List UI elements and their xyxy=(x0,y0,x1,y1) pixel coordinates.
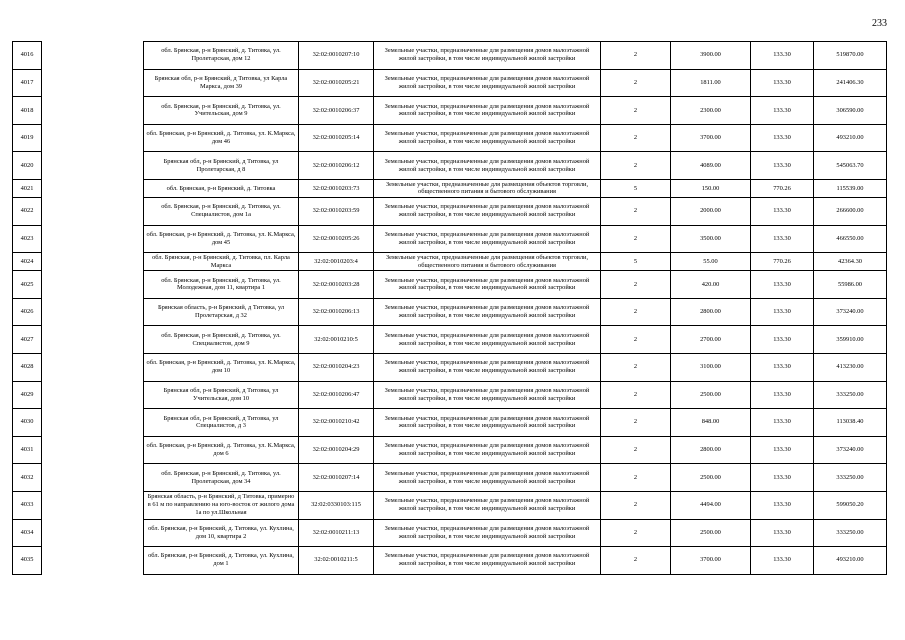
cadastral-number-cell: 32:02:0010206:37 xyxy=(299,97,374,125)
area-cell: 3100.00 xyxy=(671,353,751,381)
land-use-cell: Земельные участки, предназначенные для размещения домов малоэтажной жилой застройки, в том числе индивидуальной жилой застройки xyxy=(374,519,601,547)
cadastral-value-cell: 333250.00 xyxy=(814,519,887,547)
land-use-cell: Земельные участки, предназначенные для размещения объектов торговли, общественного питания и бытового обслуживания xyxy=(374,179,601,197)
land-use-cell: Земельные участки, предназначенные для размещения домов малоэтажной жилой застройки, в том числе индивидуальной жилой застройки xyxy=(374,124,601,152)
land-use-cell: Земельные участки, предназначенные для размещения домов малоэтажной жилой застройки, в том числе индивидуальной жилой застройки xyxy=(374,547,601,575)
blank-cell xyxy=(42,326,144,354)
area-cell: 2700.00 xyxy=(671,326,751,354)
cadastral-value-cell: 413230.00 xyxy=(814,353,887,381)
cadastral-value-cell: 266600.00 xyxy=(814,197,887,225)
land-use-cell: Земельные участки, предназначенные для размещения домов малоэтажной жилой застройки, в том числе индивидуальной жилой застройки xyxy=(374,326,601,354)
table-row xyxy=(13,124,887,152)
area-cell: 2800.00 xyxy=(671,298,751,326)
specific-value-cell: 133.30 xyxy=(751,124,814,152)
row-number-cell: 4034 xyxy=(13,519,42,547)
land-use-cell: Земельные участки, предназначенные для размещения домов малоэтажной жилой застройки, в том числе индивидуальной жилой застройки xyxy=(374,225,601,253)
blank-cell xyxy=(42,491,144,519)
land-use-cell: Земельные участки, предназначенные для размещения домов малоэтажной жилой застройки, в том числе индивидуальной жилой застройки xyxy=(374,381,601,409)
address-cell: обл. Брянская, р-н Брянский, д. Титовка, ул. К.Маркса, дом 6 xyxy=(144,436,299,464)
blank-cell xyxy=(42,42,144,70)
land-use-cell: Земельные участки, предназначенные для размещения домов малоэтажной жилой застройки, в том числе индивидуальной жилой застройки xyxy=(374,491,601,519)
specific-value-cell: 133.30 xyxy=(751,326,814,354)
blank-cell xyxy=(42,97,144,125)
row-number-cell: 4024 xyxy=(13,253,42,271)
cadastral-value-cell: 373240.00 xyxy=(814,436,887,464)
land-use-cell: Земельные участки, предназначенные для размещения домов малоэтажной жилой застройки, в том числе индивидуальной жилой застройки xyxy=(374,409,601,437)
specific-value-cell: 133.30 xyxy=(751,464,814,492)
table-row xyxy=(13,326,887,354)
address-cell: Брянская обл, р-н Брянский, д Титовка, ул Учительская, дом 10 xyxy=(144,381,299,409)
address-cell: обл. Брянская, р-н Брянский, д. Титовка xyxy=(144,179,299,197)
row-number-cell: 4028 xyxy=(13,353,42,381)
group-number-cell: 2 xyxy=(601,519,671,547)
group-number-cell: 2 xyxy=(601,97,671,125)
group-number-cell: 2 xyxy=(601,353,671,381)
cadastral-number-cell: 32:02:0010205:21 xyxy=(299,69,374,97)
specific-value-cell: 133.30 xyxy=(751,436,814,464)
land-use-cell: Земельные участки, предназначенные для размещения домов малоэтажной жилой застройки, в том числе индивидуальной жилой застройки xyxy=(374,298,601,326)
group-number-cell: 2 xyxy=(601,547,671,575)
group-number-cell: 2 xyxy=(601,152,671,180)
address-cell: обл. Брянская, р-н Брянский, д. Титовка, пл. Карла Маркса xyxy=(144,253,299,271)
table-row xyxy=(13,225,887,253)
blank-cell xyxy=(42,271,144,299)
blank-cell xyxy=(42,152,144,180)
row-number-cell: 4020 xyxy=(13,152,42,180)
area-cell: 2500.00 xyxy=(671,464,751,492)
cadastral-number-cell: 32:02:0010206:47 xyxy=(299,381,374,409)
cadastral-value-cell: 599050.20 xyxy=(814,491,887,519)
table-row xyxy=(13,197,887,225)
table-row xyxy=(13,381,887,409)
table-row xyxy=(13,464,887,492)
address-cell: обл. Брянская, р-н Брянский, д. Титовка, ул. Специалистов, дом 9 xyxy=(144,326,299,354)
cadastral-value-cell: 493210.00 xyxy=(814,547,887,575)
table-row xyxy=(13,298,887,326)
specific-value-cell: 770.26 xyxy=(751,253,814,271)
table-row xyxy=(13,69,887,97)
cadastral-value-cell: 115539.00 xyxy=(814,179,887,197)
cadastral-number-cell: 32:02:0010203:73 xyxy=(299,179,374,197)
table-row xyxy=(13,97,887,125)
land-use-cell: Земельные участки, предназначенные для размещения домов малоэтажной жилой застройки, в том числе индивидуальной жилой застройки xyxy=(374,69,601,97)
row-number-cell: 4029 xyxy=(13,381,42,409)
cadastral-number-cell: 32:02:0010203:59 xyxy=(299,197,374,225)
cadastral-value-cell: 493210.00 xyxy=(814,124,887,152)
cadastral-number-cell: 32:02:0010203:28 xyxy=(299,271,374,299)
cadastral-value-cell: 545063.70 xyxy=(814,152,887,180)
land-use-cell: Земельные участки, предназначенные для размещения домов малоэтажной жилой застройки, в том числе индивидуальной жилой застройки xyxy=(374,271,601,299)
cadastral-value-cell: 519870.00 xyxy=(814,42,887,70)
group-number-cell: 2 xyxy=(601,464,671,492)
specific-value-cell: 133.30 xyxy=(751,381,814,409)
land-registry-table xyxy=(12,41,887,575)
blank-cell xyxy=(42,253,144,271)
row-number-cell: 4017 xyxy=(13,69,42,97)
group-number-cell: 5 xyxy=(601,253,671,271)
blank-cell xyxy=(42,225,144,253)
specific-value-cell: 133.30 xyxy=(751,225,814,253)
address-cell: Брянская обл, р-н Брянский, д Титовка, ул Специалистов, д 3 xyxy=(144,409,299,437)
row-number-cell: 4027 xyxy=(13,326,42,354)
land-use-cell: Земельные участки, предназначенные для размещения домов малоэтажной жилой застройки, в том числе индивидуальной жилой застройки xyxy=(374,152,601,180)
address-cell: Брянская область, р-н Брянский, д Титовка, примерно в 61 м по направлению на юго-восток от жилого дома 1а по ул.Школьная xyxy=(144,491,299,519)
specific-value-cell: 133.30 xyxy=(751,519,814,547)
specific-value-cell: 133.30 xyxy=(751,353,814,381)
cadastral-value-cell: 373240.00 xyxy=(814,298,887,326)
table-row xyxy=(13,409,887,437)
area-cell: 2300.00 xyxy=(671,97,751,125)
blank-cell xyxy=(42,179,144,197)
row-number-cell: 4031 xyxy=(13,436,42,464)
cadastral-value-cell: 42364.30 xyxy=(814,253,887,271)
blank-cell xyxy=(42,124,144,152)
specific-value-cell: 133.30 xyxy=(751,547,814,575)
table-row xyxy=(13,491,887,519)
page-number: 233 xyxy=(872,18,887,29)
land-use-cell: Земельные участки, предназначенные для размещения домов малоэтажной жилой застройки, в том числе индивидуальной жилой застройки xyxy=(374,97,601,125)
area-cell: 2800.00 xyxy=(671,436,751,464)
address-cell: обл. Брянская, р-н Брянский, д. Титовка, ул. К.Маркса, дом 45 xyxy=(144,225,299,253)
row-number-cell: 4030 xyxy=(13,409,42,437)
address-cell: обл. Брянская, р-н Брянский, д. Титовка, ул. Кухлина, дом 1 xyxy=(144,547,299,575)
table-row xyxy=(13,353,887,381)
cadastral-value-cell: 333250.00 xyxy=(814,464,887,492)
row-number-cell: 4035 xyxy=(13,547,42,575)
area-cell: 2000.00 xyxy=(671,197,751,225)
specific-value-cell: 133.30 xyxy=(751,298,814,326)
cadastral-number-cell: 32:02:0010207:10 xyxy=(299,42,374,70)
row-number-cell: 4016 xyxy=(13,42,42,70)
group-number-cell: 2 xyxy=(601,69,671,97)
cadastral-value-cell: 113038.40 xyxy=(814,409,887,437)
cadastral-number-cell: 32:02:0010204:29 xyxy=(299,436,374,464)
cadastral-number-cell: 32:02:0010204:23 xyxy=(299,353,374,381)
table-row xyxy=(13,253,887,271)
cadastral-number-cell: 32:02:0330103:115 xyxy=(299,491,374,519)
row-number-cell: 4025 xyxy=(13,271,42,299)
row-number-cell: 4023 xyxy=(13,225,42,253)
group-number-cell: 2 xyxy=(601,271,671,299)
table-row xyxy=(13,152,887,180)
area-cell: 3700.00 xyxy=(671,124,751,152)
group-number-cell: 2 xyxy=(601,298,671,326)
table-row xyxy=(13,271,887,299)
row-number-cell: 4032 xyxy=(13,464,42,492)
row-number-cell: 4019 xyxy=(13,124,42,152)
area-cell: 4089.00 xyxy=(671,152,751,180)
cadastral-value-cell: 466550.00 xyxy=(814,225,887,253)
blank-cell xyxy=(42,436,144,464)
blank-cell xyxy=(42,69,144,97)
cadastral-value-cell: 55986.00 xyxy=(814,271,887,299)
area-cell: 2500.00 xyxy=(671,381,751,409)
group-number-cell: 5 xyxy=(601,179,671,197)
land-use-cell: Земельные участки, предназначенные для размещения домов малоэтажной жилой застройки, в том числе индивидуальной жилой застройки xyxy=(374,464,601,492)
specific-value-cell: 133.30 xyxy=(751,409,814,437)
area-cell: 3700.00 xyxy=(671,547,751,575)
blank-cell xyxy=(42,519,144,547)
table-body xyxy=(13,42,887,575)
area-cell: 55.00 xyxy=(671,253,751,271)
cadastral-number-cell: 32:02:0010205:26 xyxy=(299,225,374,253)
specific-value-cell: 133.30 xyxy=(751,491,814,519)
address-cell: Брянская обл, р-н Брянский, д Титовка, ул Карла Маркса, дом 39 xyxy=(144,69,299,97)
address-cell: обл. Брянская, р-н Брянский, д. Титовка, ул. Пролетарская, дом 34 xyxy=(144,464,299,492)
land-use-cell: Земельные участки, предназначенные для размещения домов малоэтажной жилой застройки, в том числе индивидуальной жилой застройки xyxy=(374,353,601,381)
blank-cell xyxy=(42,464,144,492)
table-row xyxy=(13,547,887,575)
cadastral-value-cell: 333250.00 xyxy=(814,381,887,409)
blank-cell xyxy=(42,547,144,575)
address-cell: обл. Брянская, р-н Брянский, д. Титовка, ул. Пролетарская, дом 12 xyxy=(144,42,299,70)
address-cell: обл. Брянская, р-н Брянский, д. Титовка, ул. К.Маркса, дом 10 xyxy=(144,353,299,381)
land-use-cell: Земельные участки, предназначенные для размещения объектов торговли, общественного питания и бытового обслуживания xyxy=(374,253,601,271)
blank-cell xyxy=(42,197,144,225)
cadastral-number-cell: 32:02:0010207:14 xyxy=(299,464,374,492)
land-use-cell: Земельные участки, предназначенные для размещения домов малоэтажной жилой застройки, в том числе индивидуальной жилой застройки xyxy=(374,197,601,225)
table-row xyxy=(13,436,887,464)
row-number-cell: 4022 xyxy=(13,197,42,225)
land-use-cell: Земельные участки, предназначенные для размещения домов малоэтажной жилой застройки, в том числе индивидуальной жилой застройки xyxy=(374,42,601,70)
group-number-cell: 2 xyxy=(601,491,671,519)
area-cell: 3500.00 xyxy=(671,225,751,253)
specific-value-cell: 133.30 xyxy=(751,97,814,125)
cadastral-number-cell: 32:02:0010203:4 xyxy=(299,253,374,271)
group-number-cell: 2 xyxy=(601,436,671,464)
table-row xyxy=(13,179,887,197)
cadastral-number-cell: 32:02:0010206:12 xyxy=(299,152,374,180)
row-number-cell: 4033 xyxy=(13,491,42,519)
address-cell: обл. Брянская, р-н Брянский, д. Титовка, ул. К.Маркса, дом 46 xyxy=(144,124,299,152)
address-cell: обл. Брянская, р-н Брянский, д. Титовка, ул. Кухлина, дом 10, квартира 2 xyxy=(144,519,299,547)
area-cell: 848.00 xyxy=(671,409,751,437)
specific-value-cell: 133.30 xyxy=(751,271,814,299)
table-row xyxy=(13,42,887,70)
address-cell: обл. Брянская, р-н Брянский, д. Титовка, ул. Молодежная, дом 11, квартира 1 xyxy=(144,271,299,299)
address-cell: Брянская обл, р-н Брянский, д Титовка, ул Пролетарская, д 8 xyxy=(144,152,299,180)
cadastral-value-cell: 359910.00 xyxy=(814,326,887,354)
group-number-cell: 2 xyxy=(601,409,671,437)
blank-cell xyxy=(42,353,144,381)
specific-value-cell: 133.30 xyxy=(751,152,814,180)
address-cell: обл. Брянская, р-н Брянский, д. Титовка, ул. Учительская, дом 9 xyxy=(144,97,299,125)
cadastral-value-cell: 306590.00 xyxy=(814,97,887,125)
land-use-cell: Земельные участки, предназначенные для размещения домов малоэтажной жилой застройки, в том числе индивидуальной жилой застройки xyxy=(374,436,601,464)
specific-value-cell: 133.30 xyxy=(751,42,814,70)
address-cell: обл. Брянская, р-н Брянский, д. Титовка, ул. Специалистов, дом 1а xyxy=(144,197,299,225)
cadastral-number-cell: 32:02:0010206:13 xyxy=(299,298,374,326)
group-number-cell: 2 xyxy=(601,42,671,70)
cadastral-value-cell: 241406.30 xyxy=(814,69,887,97)
area-cell: 150.00 xyxy=(671,179,751,197)
cadastral-number-cell: 32:02:0010210:42 xyxy=(299,409,374,437)
row-number-cell: 4021 xyxy=(13,179,42,197)
group-number-cell: 2 xyxy=(601,381,671,409)
area-cell: 1811.00 xyxy=(671,69,751,97)
address-cell: Брянская область, р-н Брянский, д Титовка, ул Пролетарская, д 32 xyxy=(144,298,299,326)
row-number-cell: 4018 xyxy=(13,97,42,125)
specific-value-cell: 770.26 xyxy=(751,179,814,197)
area-cell: 4494.00 xyxy=(671,491,751,519)
cadastral-number-cell: 32:02:0010211:13 xyxy=(299,519,374,547)
group-number-cell: 2 xyxy=(601,124,671,152)
blank-cell xyxy=(42,298,144,326)
cadastral-number-cell: 32:02:0010210:5 xyxy=(299,326,374,354)
specific-value-cell: 133.30 xyxy=(751,69,814,97)
area-cell: 420.00 xyxy=(671,271,751,299)
area-cell: 3900.00 xyxy=(671,42,751,70)
blank-cell xyxy=(42,409,144,437)
specific-value-cell: 133.30 xyxy=(751,197,814,225)
area-cell: 2500.00 xyxy=(671,519,751,547)
table-row xyxy=(13,519,887,547)
row-number-cell: 4026 xyxy=(13,298,42,326)
cadastral-number-cell: 32:02:0010211:5 xyxy=(299,547,374,575)
group-number-cell: 2 xyxy=(601,225,671,253)
group-number-cell: 2 xyxy=(601,326,671,354)
group-number-cell: 2 xyxy=(601,197,671,225)
cadastral-number-cell: 32:02:0010205:14 xyxy=(299,124,374,152)
blank-cell xyxy=(42,381,144,409)
